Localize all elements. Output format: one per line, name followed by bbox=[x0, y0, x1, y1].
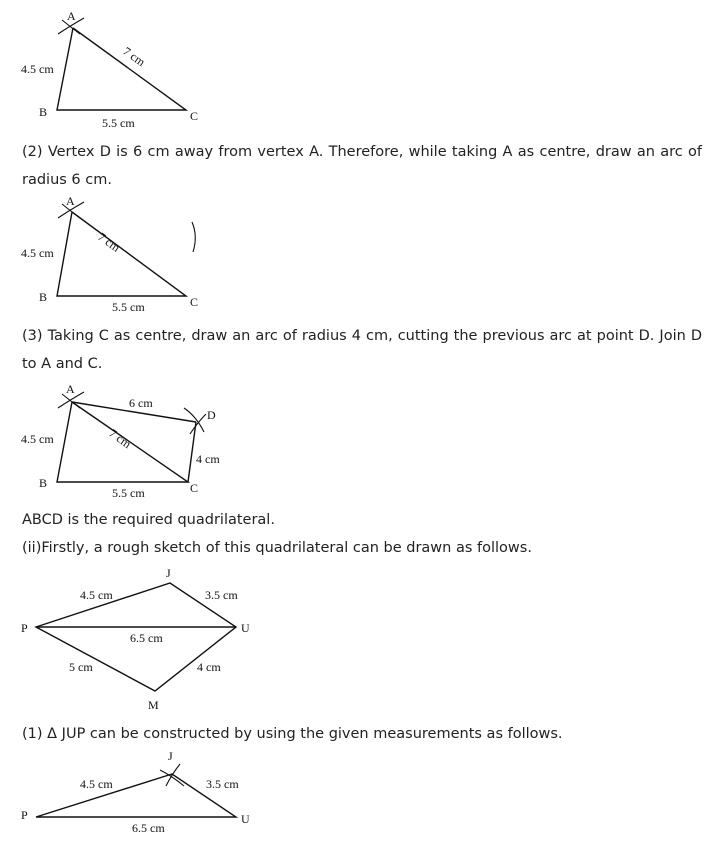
step-1-text: (1) Δ JUP can be constructed by using the given measurements as follows. bbox=[22, 726, 563, 742]
vertex-label-b: B bbox=[39, 105, 48, 119]
arc-mark-j bbox=[160, 770, 184, 786]
triangle-abc-lines-2 bbox=[57, 212, 186, 296]
side-label-ab: 4.5 cm bbox=[21, 62, 54, 76]
triangle-abc-lines bbox=[57, 28, 186, 110]
figure-triangle-jup bbox=[0, 752, 719, 843]
side-label-pj: 4.5 cm bbox=[80, 588, 113, 602]
vertex-label-c-fig2: C bbox=[190, 295, 199, 309]
side-label-ju: 3.5 cm bbox=[205, 588, 238, 602]
vertex-label-p: P bbox=[21, 621, 28, 635]
step-2-text: (2) Vertex D is 6 cm away from vertex A. Therefore, while taking A as centre, draw an arc of radius 6 cm. bbox=[22, 144, 702, 188]
vertex-label-u: U bbox=[241, 621, 250, 635]
arc-radius-6cm bbox=[192, 222, 195, 252]
side-label-ac-fig2: 7 cm bbox=[95, 229, 123, 255]
vertex-label-c-fig3: C bbox=[190, 481, 199, 495]
side-label-ab-fig3: 4.5 cm bbox=[21, 432, 54, 446]
figure-rough-sketch-pjum bbox=[0, 564, 719, 714]
figure-quadrilateral-abcd bbox=[0, 376, 719, 506]
vertex-label-b-fig3: B bbox=[39, 476, 48, 490]
vertex-label-a-fig3: A bbox=[66, 382, 75, 396]
side-label-ac-fig3: 7 cm bbox=[106, 425, 134, 452]
vertex-label-u-fig5: U bbox=[241, 812, 250, 826]
vertex-label-a-fig2: A bbox=[66, 194, 75, 208]
side-label-ab-fig2: 4.5 cm bbox=[21, 246, 54, 260]
figure-triangle-abc-arc bbox=[0, 190, 719, 320]
figure-triangle-abc bbox=[0, 0, 719, 135]
side-label-ju-fig5: 3.5 cm bbox=[206, 777, 239, 791]
vertex-label-p-fig5: P bbox=[21, 808, 28, 822]
vertex-label-d: D bbox=[207, 408, 216, 422]
side-label-pj-fig5: 4.5 cm bbox=[80, 777, 113, 791]
side-label-pu-fig5: 6.5 cm bbox=[132, 821, 165, 835]
vertex-label-b-fig2: B bbox=[39, 290, 48, 304]
side-label-bc-fig3: 5.5 cm bbox=[112, 486, 145, 500]
side-label-ac: 7 cm bbox=[120, 43, 148, 70]
side-label-cd: 4 cm bbox=[196, 452, 220, 466]
conclusion-text: ABCD is the required quadrilateral. bbox=[22, 512, 275, 528]
step-3-text: (3) Taking C as centre, draw an arc of radius 4 cm, cutting the previous arc at point D. Join D to A and C. bbox=[22, 328, 702, 372]
side-label-pu: 6.5 cm bbox=[130, 631, 163, 645]
side-label-pm: 5 cm bbox=[69, 660, 93, 674]
vertex-label-a: A bbox=[67, 9, 76, 23]
vertex-label-j-fig5: J bbox=[168, 752, 173, 763]
vertex-label-m: M bbox=[148, 698, 159, 712]
side-label-bc-fig2: 5.5 cm bbox=[112, 300, 145, 314]
vertex-label-c: C bbox=[190, 109, 199, 123]
side-label-bc: 5.5 cm bbox=[102, 116, 135, 130]
vertex-label-j: J bbox=[166, 566, 171, 580]
part-ii-text: (ii)Firstly, a rough sketch of this quadrilateral can be drawn as follows. bbox=[22, 540, 532, 556]
side-label-ad: 6 cm bbox=[129, 396, 153, 410]
side-label-mu: 4 cm bbox=[197, 660, 221, 674]
